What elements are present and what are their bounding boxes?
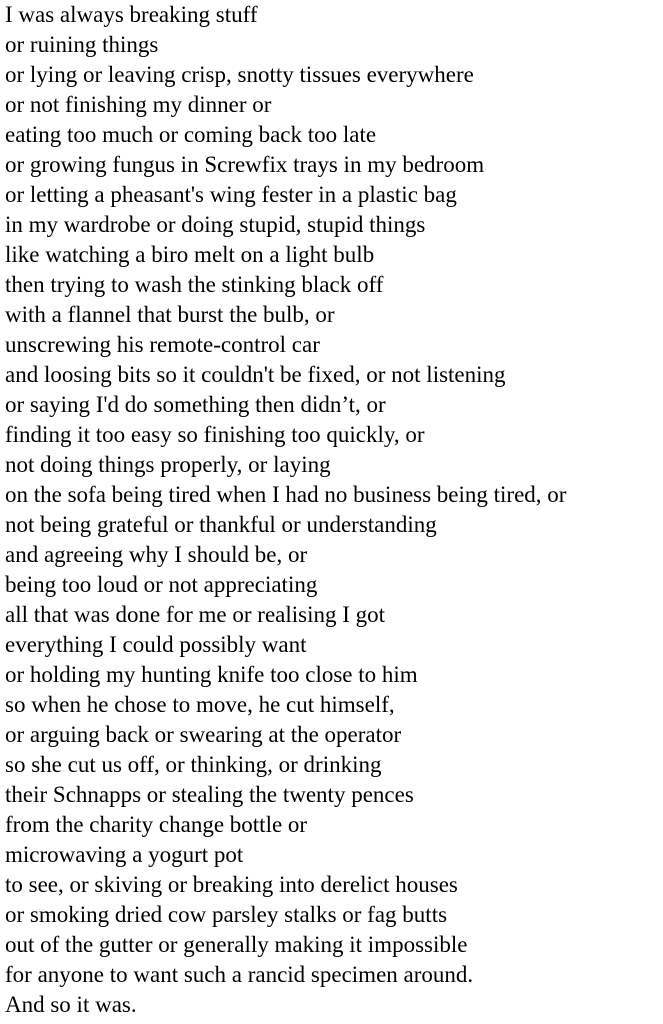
poem-line-13: and loosing bits so it couldn't be fixed, or not listening — [5, 362, 506, 387]
poem-line-1: I was always breaking stuff — [5, 2, 258, 27]
poem-line-9: like watching a biro melt on a light bulb — [5, 242, 375, 267]
poem-line-23: or holding my hunting knife too close to him — [5, 662, 418, 687]
poem-line-25: or arguing back or swearing at the operator — [5, 722, 402, 747]
poem-line-4: or not finishing my dinner or — [5, 92, 272, 117]
poem-line-26: so she cut us off, or thinking, or drinking — [5, 752, 382, 777]
poem-line-3: or lying or leaving crisp, snotty tissues everywhere — [5, 62, 474, 87]
poem-line-5: eating too much or coming back too late — [5, 122, 377, 147]
poem-line-16: not doing things properly, or laying — [5, 452, 331, 477]
poem-line-30: to see, or skiving or breaking into derelict houses — [5, 872, 458, 897]
poem-line-33: for anyone to want such a rancid specimen around. — [5, 962, 474, 987]
poem-line-32: out of the gutter or generally making it impossible — [5, 932, 468, 957]
poem-line-19: and agreeing why I should be, or — [5, 542, 308, 567]
poem-line-18: not being grateful or thankful or understanding — [5, 512, 437, 537]
poem-line-17: on the sofa being tired when I had no business being tired, or — [5, 482, 567, 507]
poem-line-14: or saying I'd do something then didn’t, or — [5, 392, 386, 417]
poem-line-12: unscrewing his remote-control car — [5, 332, 320, 357]
poem-line-28: from the charity change bottle or — [5, 812, 308, 837]
poem-line-27: their Schnapps or stealing the twenty pences — [5, 782, 414, 807]
poem-line-2: or ruining things — [5, 32, 159, 57]
poem-line-22: everything I could possibly want — [5, 632, 307, 657]
poem-line-11: with a flannel that burst the bulb, or — [5, 302, 335, 327]
poem-line-21: all that was done for me or realising I got — [5, 602, 386, 627]
poem-line-31: or smoking dried cow parsley stalks or fag butts — [5, 902, 448, 927]
poem-line-24: so when he chose to move, he cut himself, — [5, 692, 395, 717]
poem-line-6: or growing fungus in Screwfix trays in my bedroom — [5, 152, 485, 177]
poem-line-7: or letting a pheasant's wing fester in a plastic bag — [5, 182, 457, 207]
poem-line-34: And so it was. — [5, 992, 137, 1017]
poem-line-10: then trying to wash the stinking black off — [5, 272, 384, 297]
poem-line-8: in my wardrobe or doing stupid, stupid things — [5, 212, 426, 237]
poem-line-15: finding it too easy so finishing too quickly, or — [5, 422, 425, 447]
poem-line-20: being too loud or not appreciating — [5, 572, 318, 597]
poem-line-29: microwaving a yogurt pot — [5, 842, 244, 867]
